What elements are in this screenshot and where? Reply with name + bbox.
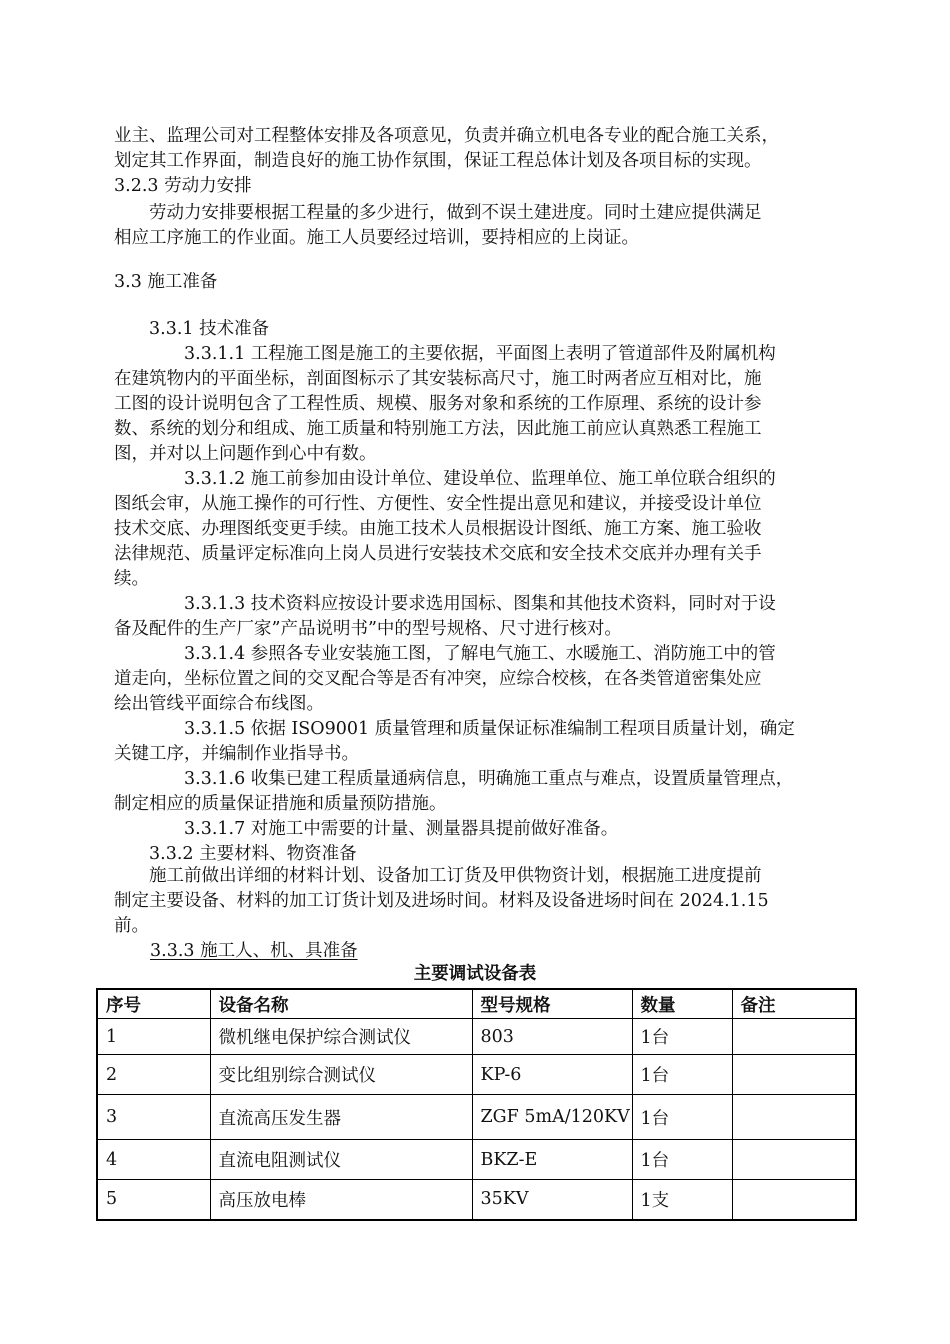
header-remarks: 备注 (732, 989, 856, 1019)
body-text-line: 3.3.1.4 参照各专业安装施工图，了解电气施工、水暖施工、消防施工中的管 (114, 644, 776, 664)
body-text-line: 道走向，坐标位置之间的交叉配合等是否有冲突，应综合校核，在各类管道密集处应 (114, 669, 762, 689)
body-text-line: 施工前做出详细的材料计划、设备加工订货及甲供物资计划，根据施工进度提前 (114, 866, 762, 886)
table-row (97, 1095, 856, 1140)
cell-serial: 1 (97, 1019, 210, 1055)
cell-model-spec: KP-6 (472, 1055, 632, 1095)
body-text-line: 图纸会审，从施工操作的可行性、方便性、安全性提出意见和建议，并接受设计单位 (114, 494, 762, 514)
cell-quantity: 1台 (632, 1140, 732, 1180)
cell-model-spec: BKZ-E (472, 1140, 632, 1180)
cell-quantity: 1台 (632, 1095, 732, 1140)
body-text-line: 制定主要设备、材料的加工订货计划及进场时间。材料及设备进场时间在 2024.1.15 (114, 891, 769, 911)
body-text-line: 3.3.1.6 收集已建工程质量通病信息，明确施工重点与难点，设置质量管理点， (114, 769, 794, 789)
body-text-line: 3.3.1.7 对施工中需要的计量、测量器具提前做好准备。 (114, 819, 619, 839)
cell-equipment-name: 直流高压发生器 (210, 1095, 472, 1140)
body-text-line: 3.3.1.1 工程施工图是施工的主要依据，平面图上表明了管道部件及附属机构 (114, 344, 776, 364)
cell-model-spec: 35KV (472, 1180, 632, 1220)
table-row (97, 1140, 856, 1180)
section-heading: 3.3 施工准备 (114, 272, 218, 292)
body-text-line: 3.3.1.3 技术资料应按设计要求选用国标、图集和其他技术资料，同时对于设 (114, 594, 776, 614)
cell-model-spec: ZGF 5mA/120KV (472, 1095, 632, 1140)
body-text-line: 劳动力安排要根据工程量的多少进行，做到不误土建进度。同时土建应提供满足 (114, 203, 762, 223)
subsection-heading: 3.3.2 主要材料、物资准备 (114, 844, 357, 864)
cell-serial: 4 (97, 1140, 210, 1180)
table-row (97, 1055, 856, 1095)
body-text-line: 备及配件的生产厂家”产品说明书”中的型号规格、尺寸进行核对。 (114, 619, 622, 639)
table-row (97, 1180, 856, 1220)
subsection-heading: 3.3.1 技术准备 (114, 319, 270, 339)
cell-quantity: 1台 (632, 1019, 732, 1055)
cell-quantity: 1台 (632, 1055, 732, 1095)
header-model-spec: 型号规格 (472, 989, 632, 1019)
cell-remarks (732, 1055, 856, 1095)
cell-equipment-name: 直流电阻测试仪 (210, 1140, 472, 1180)
body-text-line: 关键工序，并编制作业指导书。 (114, 744, 359, 764)
body-text-line: 在建筑物内的平面坐标，剖面图标示了其安装标高尺寸，施工时两者应互相对比，施 (114, 369, 762, 389)
body-text-line: 技术交底、办理图纸变更手续。由施工技术人员根据设计图纸、施工方案、施工验收 (114, 519, 762, 539)
table-caption: 主要调试设备表 (413, 964, 537, 984)
body-text-line: 图，并对以上问题作到心中有数。 (114, 444, 377, 464)
body-text-line: 业主、监理公司对工程整体安排及各项意见，负责并确立机电各专业的配合施工关系， (114, 126, 779, 146)
body-text-line: 相应工序施工的作业面。施工人员要经过培训，要持相应的上岗证。 (114, 228, 639, 248)
cell-serial: 3 (97, 1095, 210, 1140)
section-heading: 3.2.3 劳动力安排 (114, 176, 252, 196)
cell-remarks (732, 1019, 856, 1055)
body-text-line: 绘出管线平面综合布线图。 (114, 694, 324, 714)
body-text-line: 划定其工作界面，制造良好的施工协作氛围，保证工程总体计划及各项目标的实现。 (114, 151, 762, 171)
cell-equipment-name: 变比组别综合测试仪 (210, 1055, 472, 1095)
body-text-line: 3.3.1.5 依据 ISO9001 质量管理和质量保证标准编制工程项目质量计划，确定 (114, 719, 795, 739)
cell-equipment-name: 高压放电棒 (210, 1180, 472, 1220)
cell-equipment-name: 微机继电保护综合测试仪 (210, 1019, 472, 1055)
header-quantity: 数量 (632, 989, 732, 1019)
cell-serial: 2 (97, 1055, 210, 1095)
cell-model-spec: 803 (472, 1019, 632, 1055)
body-text-line: 制定相应的质量保证措施和质量预防措施。 (114, 794, 447, 814)
cell-quantity: 1支 (632, 1180, 732, 1220)
cell-remarks (732, 1180, 856, 1220)
body-text-line: 续。 (114, 569, 149, 589)
table-header-row (97, 989, 856, 1019)
body-text-line: 工图的设计说明包含了工程性质、规模、服务对象和系统的工作原理、系统的设计参 (114, 394, 762, 414)
body-text-line: 3.3.1.2 施工前参加由设计单位、建设单位、监理单位、施工单位联合组织的 (114, 469, 776, 489)
body-text-line: 数、系统的划分和组成、施工质量和特别施工方法，因此施工前应认真熟悉工程施工 (114, 419, 762, 439)
body-text-line: 法律规范、质量评定标准向上岗人员进行安装技术交底和安全技术交底并办理有关手 (114, 544, 762, 564)
cell-serial: 5 (97, 1180, 210, 1220)
body-text-line: 前。 (114, 916, 149, 936)
header-equipment-name: 设备名称 (210, 989, 472, 1019)
cell-remarks (732, 1140, 856, 1180)
table-row (97, 1019, 856, 1055)
equipment-table (96, 988, 857, 1221)
cell-remarks (732, 1095, 856, 1140)
header-serial: 序号 (97, 989, 210, 1019)
subsection-heading: 3.3.3 施工人、机、具准备 (150, 941, 358, 961)
